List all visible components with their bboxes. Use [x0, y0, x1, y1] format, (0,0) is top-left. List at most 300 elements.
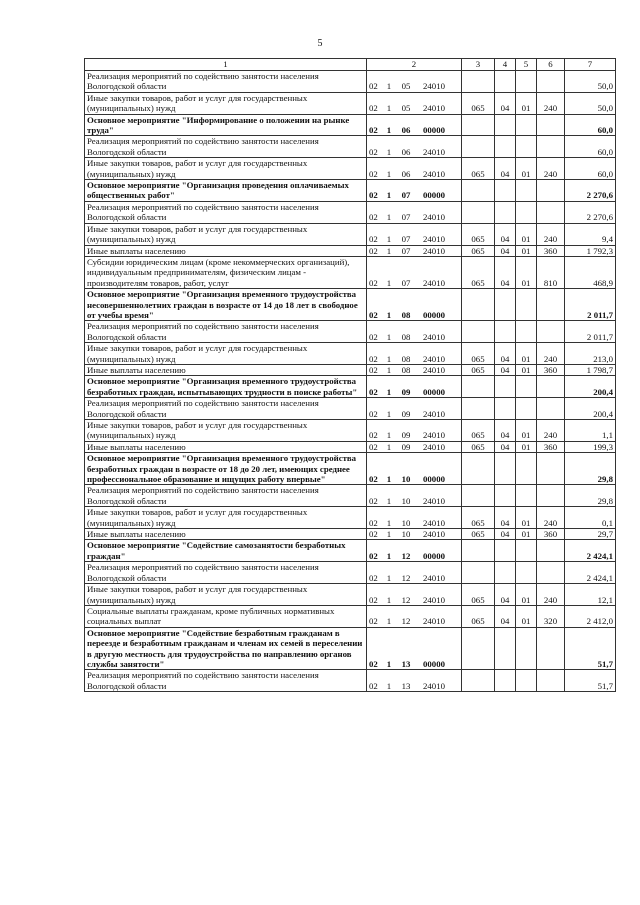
row-col6: 240 — [537, 420, 565, 442]
row-code — [367, 376, 462, 398]
code-part: 24010 — [423, 212, 445, 223]
row-amount: 1 792,3 — [565, 245, 616, 256]
code-part: 07 — [401, 212, 411, 223]
code-part: 02 — [369, 146, 378, 157]
code-part: 02 — [369, 495, 378, 506]
table-row — [85, 343, 616, 365]
row-amount: 60,0 — [565, 158, 616, 180]
row-amount: 29,8 — [565, 453, 616, 485]
row-name: Основное мероприятие "Организация временного трудоустройства несовершеннолетних граждан в возрасте от 14 до 18 лет в свободное от учебы время" — [85, 289, 367, 321]
code-part: 02 — [369, 309, 378, 320]
code-part: 07 — [401, 245, 411, 256]
code-part: 13 — [401, 658, 411, 669]
row-name: Реализация мероприятий по содействию занятости населения Вологодской области — [85, 670, 367, 692]
row-col6 — [537, 562, 565, 584]
row-col6 — [537, 71, 565, 93]
row-col6 — [537, 670, 565, 692]
code-part: 1 — [386, 529, 392, 540]
row-code — [367, 289, 462, 321]
code-part: 10 — [401, 529, 411, 540]
row-name: Реализация мероприятий по содействию занятости населения Вологодской области — [85, 136, 367, 158]
code-part: 08 — [401, 353, 411, 364]
code-part: 02 — [369, 331, 378, 342]
row-name: Основное мероприятие "Информирование о положении на рынке труда" — [85, 114, 367, 136]
code-part: 1 — [386, 364, 392, 375]
row-col5: 01 — [516, 529, 537, 540]
code-part: 02 — [369, 212, 378, 223]
code-part: 24010 — [423, 277, 445, 288]
row-col3: 065 — [462, 245, 495, 256]
code-part: 1 — [386, 168, 392, 179]
row-col4 — [495, 201, 516, 223]
row-col6: 240 — [537, 584, 565, 606]
row-amount: 200,4 — [565, 376, 616, 398]
row-col4: 04 — [495, 420, 516, 442]
code-part: 1 — [386, 386, 392, 397]
row-col5 — [516, 289, 537, 321]
code-part: 12 — [401, 572, 411, 583]
row-col4 — [495, 670, 516, 692]
row-amount: 12,1 — [565, 584, 616, 606]
row-col3 — [462, 114, 495, 136]
row-col3 — [462, 485, 495, 507]
row-col6 — [537, 201, 565, 223]
row-name: Субсидии юридическим лицам (кроме некоммерческих организаций), индивидуальным предпринимателям, физическим лицам - производителям товаров, работ, услуг — [85, 256, 367, 288]
row-amount: 60,0 — [565, 136, 616, 158]
row-col4 — [495, 180, 516, 202]
code-part: 02 — [369, 234, 378, 245]
code-part: 24010 — [423, 680, 445, 691]
table-row — [85, 562, 616, 584]
code-part: 1 — [386, 441, 392, 452]
row-code — [367, 343, 462, 365]
row-name: Реализация мероприятий по содействию занятости населения Вологодской области — [85, 485, 367, 507]
row-amount: 50,0 — [565, 71, 616, 93]
row-col6: 810 — [537, 256, 565, 288]
row-name: Основное мероприятие "Организация временного трудоустройства безработных граждан, испытывающих трудности в поиске работы" — [85, 376, 367, 398]
main-activity-row — [85, 627, 616, 670]
code-part: 1 — [386, 680, 392, 691]
code-part: 24010 — [423, 517, 445, 528]
row-col5: 01 — [516, 507, 537, 529]
row-name: Реализация мероприятий по содействию занятости населения Вологодской области — [85, 562, 367, 584]
row-col4 — [495, 114, 516, 136]
code-part: 06 — [401, 146, 411, 157]
row-col4: 04 — [495, 441, 516, 452]
code-part: 02 — [369, 430, 378, 441]
row-code — [367, 540, 462, 562]
row-amount: 1 798,7 — [565, 364, 616, 375]
row-col3: 065 — [462, 223, 495, 245]
main-activity-row — [85, 540, 616, 562]
code-part: 1 — [386, 353, 392, 364]
code-part: 1 — [386, 245, 392, 256]
row-col5: 01 — [516, 223, 537, 245]
row-col3: 065 — [462, 343, 495, 365]
table-row — [85, 485, 616, 507]
row-col6 — [537, 180, 565, 202]
code-part: 07 — [401, 234, 411, 245]
row-name: Иные закупки товаров, работ и услуг для государственных (муниципальных) нужд — [85, 223, 367, 245]
row-amount: 29,8 — [565, 485, 616, 507]
code-part: 00000 — [423, 309, 445, 320]
row-code — [367, 420, 462, 442]
code-part: 24010 — [423, 594, 445, 605]
row-name: Иные выплаты населению — [85, 441, 367, 452]
row-name: Иные выплаты населению — [85, 529, 367, 540]
row-amount: 1,1 — [565, 420, 616, 442]
row-col4 — [495, 540, 516, 562]
code-part: 00000 — [423, 125, 445, 136]
row-name: Иные закупки товаров, работ и услуг для государственных (муниципальных) нужд — [85, 420, 367, 442]
code-part: 08 — [401, 309, 411, 320]
code-part: 12 — [401, 616, 411, 627]
code-part: 24010 — [423, 529, 445, 540]
row-col3 — [462, 453, 495, 485]
row-col4 — [495, 485, 516, 507]
row-name: Иные закупки товаров, работ и услуг для государственных (муниципальных) нужд — [85, 158, 367, 180]
code-part: 1 — [386, 594, 392, 605]
code-part: 02 — [369, 125, 378, 136]
code-part: 24010 — [423, 331, 445, 342]
row-col6: 360 — [537, 364, 565, 375]
row-col5 — [516, 114, 537, 136]
row-col6 — [537, 289, 565, 321]
row-code — [367, 180, 462, 202]
row-amount: 2 011,7 — [565, 321, 616, 343]
row-name: Иные закупки товаров, работ и услуг для государственных (муниципальных) нужд — [85, 507, 367, 529]
row-col3 — [462, 201, 495, 223]
row-code — [367, 398, 462, 420]
row-amount: 51,7 — [565, 670, 616, 692]
table-row — [85, 158, 616, 180]
row-col6 — [537, 376, 565, 398]
table-row — [85, 364, 616, 375]
code-part: 02 — [369, 680, 378, 691]
code-part: 02 — [369, 168, 378, 179]
page-number: 5 — [317, 38, 323, 49]
code-part: 1 — [386, 125, 392, 136]
row-amount: 60,0 — [565, 114, 616, 136]
row-col3 — [462, 376, 495, 398]
table-row — [85, 71, 616, 93]
row-col6 — [537, 485, 565, 507]
row-col5 — [516, 485, 537, 507]
row-col6: 360 — [537, 245, 565, 256]
row-col6 — [537, 321, 565, 343]
code-part: 1 — [386, 408, 392, 419]
code-part: 02 — [369, 277, 378, 288]
code-part: 02 — [369, 529, 378, 540]
row-col4 — [495, 627, 516, 670]
code-part: 02 — [369, 364, 378, 375]
code-part: 10 — [401, 474, 411, 485]
row-col4 — [495, 136, 516, 158]
row-name: Иные выплаты населению — [85, 245, 367, 256]
main-activity-row — [85, 114, 616, 136]
code-part: 24010 — [423, 168, 445, 179]
row-code — [367, 201, 462, 223]
row-name: Основное мероприятие "Содействие самозанятости безработных граждан" — [85, 540, 367, 562]
table-row — [85, 398, 616, 420]
row-col6 — [537, 540, 565, 562]
row-col4: 04 — [495, 245, 516, 256]
code-part: 02 — [369, 386, 378, 397]
row-name: Основное мероприятие "Организация проведения оплачиваемых общественных работ" — [85, 180, 367, 202]
col-header-4: 4 — [495, 59, 516, 71]
code-part: 07 — [401, 190, 411, 201]
code-part: 05 — [401, 103, 411, 114]
row-col6 — [537, 627, 565, 670]
col-header-2: 2 — [367, 59, 462, 71]
row-col5 — [516, 71, 537, 93]
row-col5 — [516, 376, 537, 398]
row-col3: 065 — [462, 529, 495, 540]
code-part: 24010 — [423, 616, 445, 627]
row-col5 — [516, 136, 537, 158]
code-part: 07 — [401, 277, 411, 288]
code-part: 24010 — [423, 441, 445, 452]
main-activity-row — [85, 376, 616, 398]
row-col3: 065 — [462, 92, 495, 114]
table-row — [85, 420, 616, 442]
row-code — [367, 529, 462, 540]
row-name: Основное мероприятие "Организация временного трудоустройства безработных граждан в возрасте от 18 до 20 лет, имеющих среднее профессиональное образование и ищущих работу впервые" — [85, 453, 367, 485]
row-col3: 065 — [462, 420, 495, 442]
row-col6 — [537, 453, 565, 485]
code-part: 24010 — [423, 245, 445, 256]
row-code — [367, 670, 462, 692]
code-part: 02 — [369, 474, 378, 485]
row-col4 — [495, 321, 516, 343]
row-col3 — [462, 540, 495, 562]
code-part: 24010 — [423, 364, 445, 375]
code-part: 02 — [369, 81, 378, 92]
row-col3 — [462, 180, 495, 202]
row-col5: 01 — [516, 441, 537, 452]
code-part: 09 — [401, 430, 411, 441]
table-row — [85, 201, 616, 223]
row-col5: 01 — [516, 605, 537, 627]
main-activity-row — [85, 180, 616, 202]
code-part: 1 — [386, 190, 392, 201]
row-col5 — [516, 180, 537, 202]
row-col3 — [462, 289, 495, 321]
row-col4: 04 — [495, 605, 516, 627]
col-header-7: 7 — [565, 59, 616, 71]
table-row — [85, 507, 616, 529]
code-part: 02 — [369, 441, 378, 452]
row-col3 — [462, 627, 495, 670]
row-col6: 240 — [537, 223, 565, 245]
code-part: 1 — [386, 517, 392, 528]
row-col5: 01 — [516, 245, 537, 256]
row-amount: 2 011,7 — [565, 289, 616, 321]
code-part: 1 — [386, 495, 392, 506]
code-part: 02 — [369, 245, 378, 256]
code-part: 24010 — [423, 234, 445, 245]
row-amount: 199,3 — [565, 441, 616, 452]
row-name: Реализация мероприятий по содействию занятости населения Вологодской области — [85, 321, 367, 343]
code-part: 02 — [369, 353, 378, 364]
table-row — [85, 223, 616, 245]
row-amount: 200,4 — [565, 398, 616, 420]
row-col5 — [516, 453, 537, 485]
row-col4: 04 — [495, 584, 516, 606]
row-col5: 01 — [516, 364, 537, 375]
code-part: 09 — [401, 386, 411, 397]
code-part: 24010 — [423, 103, 445, 114]
code-part: 08 — [401, 331, 411, 342]
code-part: 08 — [401, 364, 411, 375]
row-amount: 213,0 — [565, 343, 616, 365]
code-part: 02 — [369, 408, 378, 419]
row-col4: 04 — [495, 507, 516, 529]
table-row — [85, 256, 616, 288]
row-col3: 065 — [462, 158, 495, 180]
row-code — [367, 223, 462, 245]
row-col4: 04 — [495, 256, 516, 288]
code-part: 24010 — [423, 572, 445, 583]
row-col5 — [516, 562, 537, 584]
row-col5 — [516, 670, 537, 692]
row-col5 — [516, 627, 537, 670]
row-name: Реализация мероприятий по содействию занятости населения Вологодской области — [85, 398, 367, 420]
code-part: 1 — [386, 550, 392, 561]
row-col5: 01 — [516, 158, 537, 180]
row-col3: 065 — [462, 507, 495, 529]
table-row — [85, 605, 616, 627]
code-part: 1 — [386, 572, 392, 583]
row-col3 — [462, 398, 495, 420]
code-part: 12 — [401, 550, 411, 561]
row-code — [367, 92, 462, 114]
code-part: 00000 — [423, 658, 445, 669]
table-row — [85, 584, 616, 606]
table-row — [85, 92, 616, 114]
row-amount: 51,7 — [565, 627, 616, 670]
code-part: 12 — [401, 594, 411, 605]
row-col5: 01 — [516, 92, 537, 114]
row-col3 — [462, 321, 495, 343]
row-name: Иные закупки товаров, работ и услуг для государственных (муниципальных) нужд — [85, 92, 367, 114]
row-amount: 0,1 — [565, 507, 616, 529]
code-part: 02 — [369, 550, 378, 561]
code-part: 02 — [369, 616, 378, 627]
code-part: 1 — [386, 474, 392, 485]
row-code — [367, 605, 462, 627]
row-col3 — [462, 670, 495, 692]
row-code — [367, 321, 462, 343]
table-row — [85, 136, 616, 158]
row-code — [367, 453, 462, 485]
row-col6: 360 — [537, 441, 565, 452]
row-code — [367, 256, 462, 288]
row-code — [367, 158, 462, 180]
budget-table — [84, 58, 616, 692]
code-part: 06 — [401, 125, 411, 136]
code-part: 02 — [369, 594, 378, 605]
row-col4: 04 — [495, 92, 516, 114]
code-part: 06 — [401, 168, 411, 179]
row-code — [367, 507, 462, 529]
row-col6 — [537, 114, 565, 136]
code-part: 02 — [369, 517, 378, 528]
row-col3: 065 — [462, 584, 495, 606]
code-part: 24010 — [423, 353, 445, 364]
row-col6: 320 — [537, 605, 565, 627]
row-amount: 29,7 — [565, 529, 616, 540]
code-part: 02 — [369, 658, 378, 669]
row-code — [367, 627, 462, 670]
code-part: 1 — [386, 146, 392, 157]
col-header-3: 3 — [462, 59, 495, 71]
code-part: 1 — [386, 616, 392, 627]
code-part: 1 — [386, 81, 392, 92]
row-code — [367, 485, 462, 507]
row-name: Реализация мероприятий по содействию занятости населения Вологодской области — [85, 201, 367, 223]
row-code — [367, 584, 462, 606]
row-name: Социальные выплаты гражданам, кроме публичных нормативных социальных выплат — [85, 605, 367, 627]
row-col5 — [516, 201, 537, 223]
row-col6 — [537, 136, 565, 158]
row-col6: 240 — [537, 343, 565, 365]
code-part: 24010 — [423, 408, 445, 419]
code-part: 00000 — [423, 386, 445, 397]
row-col3: 065 — [462, 441, 495, 452]
row-col4 — [495, 289, 516, 321]
row-col3: 065 — [462, 256, 495, 288]
main-activity-row — [85, 289, 616, 321]
col-header-6: 6 — [537, 59, 565, 71]
code-part: 13 — [401, 680, 411, 691]
code-part: 1 — [386, 658, 392, 669]
header-row — [85, 59, 616, 71]
row-col4 — [495, 398, 516, 420]
row-code — [367, 245, 462, 256]
row-col5 — [516, 398, 537, 420]
row-col4 — [495, 562, 516, 584]
code-part: 00000 — [423, 190, 445, 201]
row-name: Иные выплаты населению — [85, 364, 367, 375]
code-part: 10 — [401, 517, 411, 528]
code-part: 02 — [369, 103, 378, 114]
row-code — [367, 364, 462, 375]
code-part: 02 — [369, 190, 378, 201]
row-name: Иные закупки товаров, работ и услуг для государственных (муниципальных) нужд — [85, 343, 367, 365]
row-col6: 240 — [537, 507, 565, 529]
code-part: 24010 — [423, 146, 445, 157]
row-code — [367, 71, 462, 93]
code-part: 1 — [386, 212, 392, 223]
row-col6: 360 — [537, 529, 565, 540]
code-part: 1 — [386, 234, 392, 245]
code-part: 00000 — [423, 550, 445, 561]
row-col5 — [516, 321, 537, 343]
table-row — [85, 441, 616, 452]
row-col4: 04 — [495, 343, 516, 365]
row-code — [367, 441, 462, 452]
code-part: 00000 — [423, 474, 445, 485]
row-col3: 065 — [462, 364, 495, 375]
row-col5: 01 — [516, 420, 537, 442]
row-col4 — [495, 71, 516, 93]
table-row — [85, 321, 616, 343]
row-col5: 01 — [516, 256, 537, 288]
row-name: Основное мероприятие "Содействие безработным гражданам в переезде и безработным гражданам и членам их семей в переселении в другую местность для трудоустройства по направлению органов службы занятости" — [85, 627, 367, 670]
code-part: 1 — [386, 309, 392, 320]
code-part: 24010 — [423, 430, 445, 441]
